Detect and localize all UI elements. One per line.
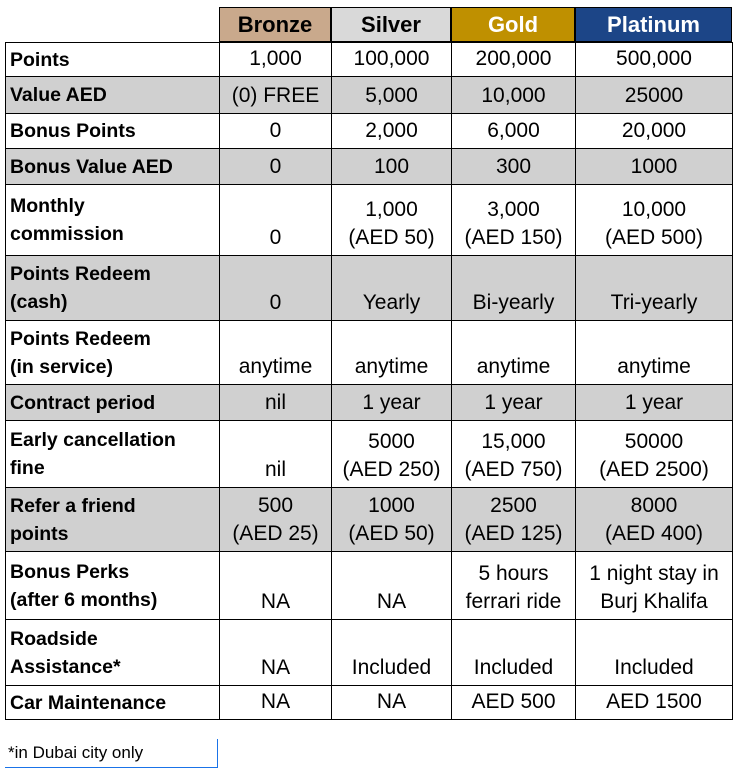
table-row-points [6, 43, 733, 77]
cell-line: anytime [617, 355, 691, 378]
cell-platinum [576, 488, 733, 552]
cell-bronze [220, 185, 332, 256]
row-label [6, 686, 220, 720]
cell-platinum [576, 185, 733, 256]
cell-silver [332, 620, 452, 686]
cell-line: ferrari ride [465, 590, 562, 613]
cell-bronze [220, 114, 332, 149]
cell-line: Included [473, 656, 554, 679]
cell-platinum [576, 43, 733, 77]
table-row-bonus-value-aed [6, 149, 733, 185]
row-label [6, 114, 220, 149]
row-label-line: Points [10, 48, 70, 71]
cell-bronze [220, 256, 332, 321]
cell-silver [332, 686, 452, 720]
cell-line: 2,000 [365, 119, 418, 142]
row-label [6, 421, 220, 488]
cell-line: 1,000 [249, 47, 302, 70]
cell-line: 1 year [362, 390, 421, 414]
row-label-line: Contract period [10, 391, 156, 414]
cell-silver [332, 421, 452, 488]
cell-line: 0 [269, 226, 282, 249]
cell-line: 6,000 [487, 119, 540, 142]
header-platinum: Platinum [575, 7, 732, 42]
cell-silver [332, 77, 452, 114]
row-label [6, 321, 220, 385]
cell-line: NA [376, 690, 407, 713]
row-label-line: commission [10, 223, 124, 245]
cell-gold [452, 385, 576, 421]
cell-silver [332, 488, 452, 552]
header-bronze: Bronze [219, 7, 331, 42]
row-label-line: Points Redeem [10, 263, 151, 285]
cell-silver [332, 256, 452, 321]
cell-platinum [576, 321, 733, 385]
cell-line: anytime [238, 355, 313, 378]
cell-line: 100 [373, 155, 410, 178]
cell-silver [332, 385, 452, 421]
cell-line: 20,000 [621, 119, 687, 142]
cell-line: 0 [269, 291, 282, 314]
cell-line: 200,000 [475, 47, 552, 70]
row-label [6, 149, 220, 185]
row-label-line: Bonus Points [10, 120, 136, 142]
cell-line: NA [260, 590, 291, 613]
table-row-early-cancellation-fine [6, 421, 733, 488]
cell-line: 1000 [368, 494, 415, 517]
row-label [6, 552, 220, 620]
row-label-line: Assistance* [10, 655, 121, 678]
membership-tier-table [5, 42, 733, 720]
cell-gold [452, 321, 576, 385]
cell-bronze [220, 552, 332, 620]
cell-platinum [576, 686, 733, 720]
cell-bronze [220, 385, 332, 421]
cell-gold [452, 43, 576, 77]
row-label-line: Monthly [10, 195, 85, 217]
cell-silver [332, 552, 452, 620]
cell-line: Tri-yearly [610, 291, 698, 314]
table-row-bonus-perks [6, 552, 733, 620]
cell-line: (AED 400) [604, 522, 704, 545]
cell-line: 500 [257, 494, 294, 517]
cell-line: nil [264, 458, 286, 481]
cell-silver [332, 321, 452, 385]
cell-line: 10,000 [621, 198, 687, 221]
row-label [6, 43, 220, 77]
footnote: *in Dubai city only [5, 739, 218, 768]
cell-line: (AED 25) [232, 522, 319, 545]
cell-line: 0 [269, 119, 282, 142]
cell-line: (AED 50) [348, 522, 435, 545]
row-label-line: (after 6 months) [10, 588, 158, 611]
cell-line: 50000 [624, 430, 684, 453]
cell-line: Burj Khalifa [600, 590, 708, 613]
cell-gold [452, 256, 576, 321]
row-label [6, 77, 220, 114]
cell-line: anytime [354, 355, 429, 378]
cell-line: 8000 [630, 494, 678, 517]
cell-line: 100,000 [353, 47, 430, 70]
header-silver: Silver [331, 7, 451, 42]
cell-silver [332, 149, 452, 185]
row-label-line: Early cancellation [10, 429, 176, 451]
cell-line: Included [351, 656, 432, 679]
cell-line: 300 [495, 155, 532, 178]
cell-bronze [220, 321, 332, 385]
cell-bronze [220, 488, 332, 552]
cell-line: 0 [269, 155, 282, 178]
row-label-line: Points Redeem [10, 327, 151, 350]
table-row-car-maintenance [6, 686, 733, 720]
cell-line: 1 year [484, 390, 543, 414]
table-row-refer-a-friend [6, 488, 733, 552]
row-label [6, 185, 220, 256]
cell-line: Included [614, 656, 694, 679]
cell-line: AED 500 [471, 690, 556, 713]
cell-silver [332, 114, 452, 149]
cell-line: NA [260, 690, 291, 713]
cell-line: 1 night stay in [589, 562, 719, 585]
cell-line: (AED 2500) [599, 458, 709, 481]
cell-line: 5000 [368, 430, 415, 453]
header-gold: Gold [451, 7, 575, 42]
cell-line: 5 hours [478, 562, 549, 585]
cell-line: nil [264, 390, 286, 414]
cell-line: 5,000 [365, 84, 418, 107]
cell-line: 500,000 [616, 47, 692, 70]
cell-line: (0) FREE [231, 84, 320, 107]
row-label-line: Car Maintenance [10, 691, 167, 714]
row-label-line: Value AED [10, 84, 107, 106]
cell-gold [452, 185, 576, 256]
row-label-line: Refer a friend [10, 494, 136, 517]
cell-gold [452, 488, 576, 552]
cell-line: AED 1500 [606, 690, 702, 713]
row-label-line: Bonus Perks [10, 560, 130, 583]
cell-line: (AED 500) [604, 226, 704, 249]
cell-line: (AED 250) [342, 458, 441, 481]
cell-platinum [576, 149, 733, 185]
cell-gold [452, 114, 576, 149]
cell-line: 10,000 [481, 84, 546, 107]
cell-platinum [576, 77, 733, 114]
row-label [6, 620, 220, 686]
table-row-value-aed [6, 77, 733, 114]
cell-platinum [576, 114, 733, 149]
cell-line: 2500 [490, 494, 537, 517]
row-label-line: fine [10, 457, 45, 479]
cell-line: Yearly [362, 291, 421, 314]
cell-line: 25000 [624, 84, 684, 107]
cell-platinum [576, 552, 733, 620]
table-row-points-redeem-cash [6, 256, 733, 321]
cell-line: 15,000 [481, 430, 546, 453]
table-row-roadside-assistance [6, 620, 733, 686]
cell-line: 1,000 [365, 198, 418, 221]
cell-silver [332, 43, 452, 77]
cell-bronze [220, 686, 332, 720]
cell-line: Bi-yearly [472, 291, 555, 314]
cell-platinum [576, 620, 733, 686]
cell-gold [452, 77, 576, 114]
row-label-line: points [10, 522, 69, 545]
cell-line: NA [376, 590, 407, 613]
cell-platinum [576, 385, 733, 421]
cell-gold [452, 620, 576, 686]
cell-gold [452, 421, 576, 488]
row-label-line: (cash) [10, 291, 68, 313]
cell-line: 1 year [624, 390, 684, 414]
row-label [6, 256, 220, 321]
table-row-points-redeem-service [6, 321, 733, 385]
row-label-line: (in service) [10, 355, 113, 378]
row-label [6, 488, 220, 552]
cell-line: (AED 150) [464, 226, 563, 249]
cell-gold [452, 552, 576, 620]
cell-silver [332, 185, 452, 256]
cell-platinum [576, 421, 733, 488]
row-label-line: Roadside [10, 627, 98, 650]
cell-gold [452, 686, 576, 720]
cell-line: 3,000 [487, 198, 540, 221]
cell-bronze [220, 77, 332, 114]
cell-line: NA [260, 656, 291, 679]
cell-gold [452, 149, 576, 185]
table-row-bonus-points [6, 114, 733, 149]
cell-line: (AED 750) [464, 458, 563, 481]
row-label [6, 385, 220, 421]
cell-line: (AED 50) [348, 226, 435, 249]
cell-line: anytime [476, 355, 551, 378]
cell-bronze [220, 149, 332, 185]
cell-line: 1000 [630, 155, 678, 178]
row-label-line: Bonus Value AED [10, 155, 173, 178]
cell-bronze [220, 43, 332, 77]
table-row-monthly-commission [6, 185, 733, 256]
cell-bronze [220, 421, 332, 488]
cell-line: (AED 125) [464, 522, 563, 545]
table-row-contract-period [6, 385, 733, 421]
cell-bronze [220, 620, 332, 686]
cell-platinum [576, 256, 733, 321]
